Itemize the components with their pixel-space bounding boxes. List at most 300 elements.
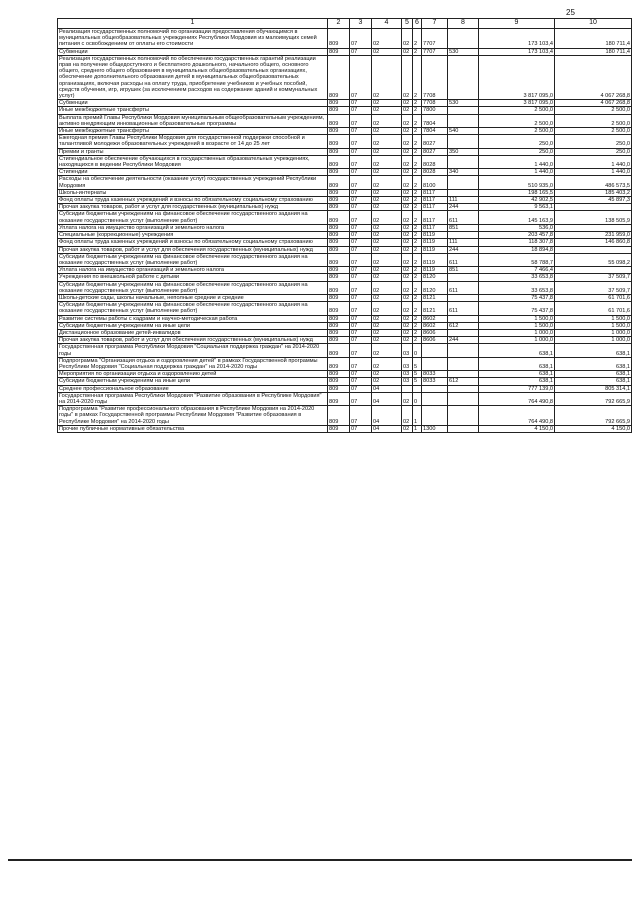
row-description: Субвенции (58, 100, 328, 107)
expense-type-code (448, 371, 479, 378)
subsection-code: 02 (372, 55, 402, 99)
section-code: 07 (350, 274, 372, 281)
subprogram-code: 2 (413, 114, 422, 127)
subprogram-code: 2 (413, 239, 422, 246)
section-code: 07 (350, 357, 372, 370)
item-code: 8602 (422, 322, 448, 329)
item-code: 8119 (422, 239, 448, 246)
item-code (422, 385, 448, 392)
subprogram-code: 2 (413, 246, 422, 253)
ministry-code: 809 (328, 128, 350, 135)
amount-year-2 (555, 224, 632, 231)
amount-year-2: 2 500,0 (555, 107, 632, 114)
row-description: Уплата налога на имущество организаций и земельного налога (58, 267, 328, 274)
row-description: Иные межбюджетные трансферты (58, 107, 328, 114)
item-code: 7707 (422, 48, 448, 55)
amount-year-2: 638,1 (555, 344, 632, 357)
program-code: 02 (402, 267, 413, 274)
expense-type-code (448, 274, 479, 281)
ministry-code: 809 (328, 302, 350, 315)
table-row (58, 322, 632, 329)
ministry-code: 809 (328, 322, 350, 329)
ministry-code: 809 (328, 406, 350, 426)
table-row (58, 344, 632, 357)
expense-type-code (448, 176, 479, 189)
program-code: 02 (402, 281, 413, 294)
amount-year-2: 37 509,7 (555, 274, 632, 281)
row-description: Мероприятия по организации отдыха и оздоровлению детей (58, 371, 328, 378)
amount-year-2: 792 665,9 (555, 392, 632, 405)
subprogram-code: 0 (413, 392, 422, 405)
ministry-code: 809 (328, 267, 350, 274)
subsection-code: 02 (372, 371, 402, 378)
amount-year-2: 180 711,4 (555, 48, 632, 55)
ministry-code: 809 (328, 253, 350, 266)
table-row (58, 107, 632, 114)
table-row (58, 302, 632, 315)
program-code: 02 (402, 425, 413, 432)
item-code: 8119 (422, 232, 448, 239)
budget-table (57, 18, 632, 433)
ministry-code: 809 (328, 155, 350, 168)
section-code: 07 (350, 371, 372, 378)
section-code: 07 (350, 189, 372, 196)
row-description: Выплата премий Главы Республики Мордовия муниципальным общеобразовательным учреждениям, активно внедряющим инновационные образовательные программы (58, 114, 328, 127)
section-code: 07 (350, 267, 372, 274)
ministry-code: 809 (328, 329, 350, 336)
subsection-code: 02 (372, 169, 402, 176)
subsection-code: 02 (372, 224, 402, 231)
item-code: 8117 (422, 211, 448, 224)
subprogram-code: 2 (413, 294, 422, 301)
subsection-code: 02 (372, 114, 402, 127)
col-header: 2 (328, 19, 350, 29)
section-code: 07 (350, 197, 372, 204)
expense-type-code (448, 189, 479, 196)
amount-year-1: 33 653,8 (479, 281, 555, 294)
ministry-code: 809 (328, 211, 350, 224)
subprogram-code: 2 (413, 315, 422, 322)
amount-year-2: 180 711,4 (555, 29, 632, 49)
amount-year-2: 45 897,3 (555, 197, 632, 204)
section-code: 07 (350, 344, 372, 357)
expense-type-code (448, 344, 479, 357)
amount-year-1: 250,0 (479, 135, 555, 148)
program-code: 02 (402, 406, 413, 426)
subprogram-code: 2 (413, 281, 422, 294)
subsection-code: 02 (372, 281, 402, 294)
ministry-code: 809 (328, 55, 350, 99)
table-row (58, 337, 632, 344)
item-code: 8028 (422, 155, 448, 168)
expense-type-code: 111 (448, 197, 479, 204)
ministry-code: 809 (328, 176, 350, 189)
subprogram-code: 2 (413, 107, 422, 114)
subsection-code: 02 (372, 274, 402, 281)
amount-year-1: 2 500,0 (479, 128, 555, 135)
amount-year-1: 42 902,5 (479, 197, 555, 204)
row-description: Школы-детские сады, школы начальные, неполные средние и средние (58, 294, 328, 301)
ministry-code: 809 (328, 148, 350, 155)
amount-year-2: 138 505,9 (555, 211, 632, 224)
item-code: 7707 (422, 29, 448, 49)
ministry-code: 809 (328, 337, 350, 344)
section-code: 07 (350, 253, 372, 266)
table-row (58, 189, 632, 196)
amount-year-1: 203 457,8 (479, 232, 555, 239)
program-code: 02 (402, 224, 413, 231)
row-description: Фонд оплаты труда казенных учреждений и взносы по обязательному социальному страхованию (58, 239, 328, 246)
amount-year-1: 1 440,0 (479, 169, 555, 176)
section-code: 07 (350, 155, 372, 168)
program-code: 02 (402, 29, 413, 49)
amount-year-2: 4 067 268,8 (555, 100, 632, 107)
row-description: Дистанционное образование детей-инвалидов (58, 329, 328, 336)
row-description: Премии и гранты (58, 148, 328, 155)
section-code: 07 (350, 239, 372, 246)
section-code: 07 (350, 385, 372, 392)
subsection-code: 02 (372, 315, 402, 322)
section-code: 07 (350, 107, 372, 114)
amount-year-1: 198 165,5 (479, 189, 555, 196)
table-row (58, 197, 632, 204)
section-code: 07 (350, 204, 372, 211)
table-row (58, 114, 632, 127)
amount-year-2: 250,0 (555, 135, 632, 148)
subsection-code: 02 (372, 176, 402, 189)
program-code (402, 385, 413, 392)
expense-type-code: 540 (448, 128, 479, 135)
row-description: Субсидии бюджетным учреждениям на иные цели (58, 378, 328, 385)
expense-type-code: 530 (448, 48, 479, 55)
program-code: 02 (402, 315, 413, 322)
section-code: 07 (350, 329, 372, 336)
subprogram-code: 2 (413, 322, 422, 329)
subsection-code: 02 (372, 155, 402, 168)
amount-year-2: 37 509,7 (555, 281, 632, 294)
subprogram-code: 2 (413, 329, 422, 336)
table-body (58, 29, 632, 433)
subprogram-code: 2 (413, 176, 422, 189)
item-code: 8119 (422, 253, 448, 266)
item-code: 8602 (422, 315, 448, 322)
amount-year-2: 1 000,0 (555, 337, 632, 344)
subsection-code: 02 (372, 197, 402, 204)
amount-year-1: 4 150,0 (479, 425, 555, 432)
item-code: 7708 (422, 55, 448, 99)
program-code: 02 (402, 329, 413, 336)
subprogram-code: 2 (413, 148, 422, 155)
subprogram-code: 0 (413, 344, 422, 357)
subsection-code: 02 (372, 294, 402, 301)
section-code: 07 (350, 128, 372, 135)
program-code: 02 (402, 322, 413, 329)
amount-year-2: 638,1 (555, 371, 632, 378)
row-description: Расходы на обеспечение деятельности (оказание услуг) государственных учреждений Республики Мордовия (58, 176, 328, 189)
amount-year-1: 2 500,0 (479, 114, 555, 127)
expense-type-code (448, 385, 479, 392)
subsection-code: 02 (372, 204, 402, 211)
amount-year-2: 638,1 (555, 357, 632, 370)
item-code: 8606 (422, 337, 448, 344)
section-code: 07 (350, 211, 372, 224)
col-header: 5 (402, 19, 413, 29)
ministry-code: 809 (328, 135, 350, 148)
subsection-code: 04 (372, 392, 402, 405)
table-row (58, 253, 632, 266)
subsection-code: 04 (372, 425, 402, 432)
amount-year-1: 33 653,8 (479, 274, 555, 281)
table-row (58, 128, 632, 135)
table-row (58, 169, 632, 176)
row-description: Подпрограмма "Организация отдыха и оздоровления детей" в рамках Государственной программы Республики Мордовия "Социальная поддержка граждан" на 2014-2020 годы (58, 357, 328, 370)
table-row (58, 232, 632, 239)
subprogram-code: 2 (413, 128, 422, 135)
program-code: 02 (402, 55, 413, 99)
amount-year-2: 1 000,0 (555, 329, 632, 336)
expense-type-code (448, 425, 479, 432)
subprogram-code: 2 (413, 55, 422, 99)
amount-year-2: 486 573,5 (555, 176, 632, 189)
table-row (58, 378, 632, 385)
row-description: Стипендии (58, 169, 328, 176)
row-description: Ежегодная премия Главы Республики Мордовия для государственной поддержки способной и талантливой молодежи образовательных учреждений в возрасте от 14 до 25 лет (58, 135, 328, 148)
table-row (58, 357, 632, 370)
table-row (58, 315, 632, 322)
item-code: 8100 (422, 176, 448, 189)
amount-year-1: 145 163,9 (479, 211, 555, 224)
row-description: Реализация государственных полномочий по обеспечению государственных гарантий реализации прав на получение общедоступного и бесплатного дошкольного, начального общего, основного общего, среднего общего образования в муниципальных общеобразовательных организациях, обеспечение дополнительного образования детей в муниципальных общеобразовательных организациях, включая расходы на оплату труда, приобретение учебников и учебных пособий, средств обучения, игр, игрушек (за исключением расходов на содержание зданий и коммунальных услуг) (58, 55, 328, 99)
program-code: 02 (402, 204, 413, 211)
amount-year-1: 2 500,0 (479, 107, 555, 114)
item-code (422, 406, 448, 426)
item-code: 8119 (422, 246, 448, 253)
expense-type-code: 340 (448, 169, 479, 176)
program-code: 02 (402, 239, 413, 246)
ministry-code: 809 (328, 425, 350, 432)
subprogram-code: 2 (413, 211, 422, 224)
ministry-code: 809 (328, 100, 350, 107)
section-code: 07 (350, 135, 372, 148)
subsection-code: 02 (372, 302, 402, 315)
amount-year-2: 61 701,6 (555, 302, 632, 315)
amount-year-1: 638,1 (479, 378, 555, 385)
amount-year-1: 75 437,8 (479, 294, 555, 301)
page-number: 25 (566, 8, 575, 17)
program-code: 03 (402, 357, 413, 370)
item-code: 8117 (422, 197, 448, 204)
row-description: Специальные (коррекционные) учреждения (58, 232, 328, 239)
amount-year-1: 7 466,4 (479, 267, 555, 274)
table-row (58, 135, 632, 148)
expense-type-code (448, 294, 479, 301)
subprogram-code: 2 (413, 189, 422, 196)
program-code: 02 (402, 100, 413, 107)
section-code: 07 (350, 169, 372, 176)
ministry-code: 809 (328, 107, 350, 114)
subsection-code: 04 (372, 385, 402, 392)
section-code: 07 (350, 55, 372, 99)
expense-type-code (448, 357, 479, 370)
item-code: 8117 (422, 189, 448, 196)
amount-year-1: 1 500,0 (479, 315, 555, 322)
row-description: Иные межбюджетные трансферты (58, 128, 328, 135)
subsection-code: 02 (372, 344, 402, 357)
ministry-code: 809 (328, 29, 350, 49)
expense-type-code: 851 (448, 267, 479, 274)
program-code: 02 (402, 135, 413, 148)
row-description: Прочая закупка товаров, работ и услуг для обеспечения государственных (муниципальных) нужд (58, 246, 328, 253)
subprogram-code: 2 (413, 48, 422, 55)
ministry-code: 809 (328, 371, 350, 378)
row-description: Прочие публичные нормативные обязательства (58, 425, 328, 432)
expense-type-code (448, 155, 479, 168)
amount-year-1: 638,1 (479, 357, 555, 370)
section-code: 07 (350, 425, 372, 432)
section-code: 07 (350, 224, 372, 231)
subsection-code: 02 (372, 135, 402, 148)
section-code: 07 (350, 176, 372, 189)
expense-type-code: 111 (448, 239, 479, 246)
subprogram-code: 5 (413, 371, 422, 378)
amount-year-2: 2 500,0 (555, 128, 632, 135)
ministry-code: 809 (328, 204, 350, 211)
amount-year-1: 9 563,1 (479, 204, 555, 211)
amount-year-2 (555, 204, 632, 211)
row-description: Субсидии бюджетным учреждениям на финансовое обеспечение государственного задания на оказание государственных услуг (выполнение работ) (58, 302, 328, 315)
program-code: 02 (402, 294, 413, 301)
item-code: 8121 (422, 294, 448, 301)
item-code: 8117 (422, 204, 448, 211)
col-header: 9 (479, 19, 555, 29)
amount-year-1: 118 307,8 (479, 239, 555, 246)
expense-type-code (448, 29, 479, 49)
section-code: 07 (350, 246, 372, 253)
col-header: 3 (350, 19, 372, 29)
row-description: Фонд оплаты труда казенных учреждений и взносы по обязательному социальному страхованию (58, 197, 328, 204)
row-description: Подпрограмма "Развитие профессионального образования в Республике Мордовия на 2014-2020 годы" в рамках Государственной программы Республики Мордовия "Развитие образования в Республике Мордовия" на 2014-2020 годы (58, 406, 328, 426)
item-code (422, 344, 448, 357)
subprogram-code: 2 (413, 155, 422, 168)
subprogram-code: 2 (413, 232, 422, 239)
ministry-code: 809 (328, 246, 350, 253)
amount-year-2 (555, 267, 632, 274)
amount-year-2: 4 067 268,8 (555, 55, 632, 99)
row-description: Стипендиальное обеспечение обучающихся в государственных образовательных учреждениях, находящихся в ведении Республики Мордовия (58, 155, 328, 168)
amount-year-2: 4 150,0 (555, 425, 632, 432)
amount-year-1: 1 500,0 (479, 322, 555, 329)
subsection-code: 02 (372, 148, 402, 155)
table-row (58, 155, 632, 168)
ministry-code: 809 (328, 357, 350, 370)
amount-year-2: 250,0 (555, 148, 632, 155)
amount-year-1: 1 000,0 (479, 329, 555, 336)
table-row (58, 55, 632, 99)
row-description: Субсидии бюджетным учреждениям на финансовое обеспечение государственного задания на оказание государственных услуг (выполнение работ) (58, 253, 328, 266)
expense-type-code (448, 329, 479, 336)
item-code: 8120 (422, 274, 448, 281)
col-header: 6 (413, 19, 422, 29)
item-code: 8120 (422, 281, 448, 294)
section-code: 07 (350, 392, 372, 405)
subsection-code: 02 (372, 239, 402, 246)
table-row (58, 29, 632, 49)
amount-year-1: 1 440,0 (479, 155, 555, 168)
amount-year-2: 1 440,0 (555, 169, 632, 176)
program-code: 02 (402, 48, 413, 55)
amount-year-2: 55 098,2 (555, 253, 632, 266)
amount-year-2: 638,1 (555, 378, 632, 385)
ministry-code: 809 (328, 274, 350, 281)
amount-year-1: 536,0 (479, 224, 555, 231)
item-code: 8119 (422, 267, 448, 274)
expense-type-code: 350 (448, 148, 479, 155)
expense-type-code (448, 107, 479, 114)
subsection-code: 02 (372, 246, 402, 253)
amount-year-2: 1 440,0 (555, 155, 632, 168)
item-code: 8028 (422, 169, 448, 176)
row-description: Государственная программа Республики Мордовия "Социальная поддержка граждан" на 2014-2020 годы (58, 344, 328, 357)
item-code: 8027 (422, 135, 448, 148)
table-row (58, 239, 632, 246)
subprogram-code: 2 (413, 274, 422, 281)
expense-type-code (448, 55, 479, 99)
col-header: 8 (448, 19, 479, 29)
section-code: 07 (350, 302, 372, 315)
amount-year-1: 75 437,8 (479, 302, 555, 315)
amount-year-2: 2 500,0 (555, 114, 632, 127)
amount-year-2: 1 500,0 (555, 322, 632, 329)
row-description: Уплата налога на имущество организаций и земельного налога (58, 224, 328, 231)
col-header: 1 (58, 19, 328, 29)
row-description: Государственная программа Республики Мордовия "Развитие образования в Республике Мордовия" на 2014-2020 годы (58, 392, 328, 405)
section-code: 07 (350, 29, 372, 49)
program-code: 02 (402, 189, 413, 196)
subprogram-code: 2 (413, 100, 422, 107)
program-code: 03 (402, 344, 413, 357)
subsection-code: 02 (372, 337, 402, 344)
expense-type-code (448, 232, 479, 239)
section-code: 07 (350, 315, 372, 322)
amount-year-2: 61 701,6 (555, 294, 632, 301)
col-header: 4 (372, 19, 402, 29)
section-code: 07 (350, 406, 372, 426)
program-code: 02 (402, 337, 413, 344)
subprogram-code: 2 (413, 337, 422, 344)
ministry-code: 809 (328, 385, 350, 392)
ministry-code: 809 (328, 48, 350, 55)
ministry-code: 809 (328, 294, 350, 301)
program-code: 02 (402, 232, 413, 239)
program-code: 02 (402, 176, 413, 189)
expense-type-code: 530 (448, 100, 479, 107)
table-row (58, 100, 632, 107)
program-code: 02 (402, 392, 413, 405)
item-code: 8121 (422, 302, 448, 315)
item-code: 7804 (422, 128, 448, 135)
section-code: 07 (350, 322, 372, 329)
ministry-code: 809 (328, 315, 350, 322)
program-code: 02 (402, 246, 413, 253)
expense-type-code (448, 406, 479, 426)
item-code: 7800 (422, 107, 448, 114)
subprogram-code: 5 (413, 357, 422, 370)
expense-type-code (448, 392, 479, 405)
amount-year-2: 805 314,1 (555, 385, 632, 392)
item-code: 8027 (422, 148, 448, 155)
amount-year-1: 764 490,8 (479, 392, 555, 405)
expense-type-code: 611 (448, 302, 479, 315)
